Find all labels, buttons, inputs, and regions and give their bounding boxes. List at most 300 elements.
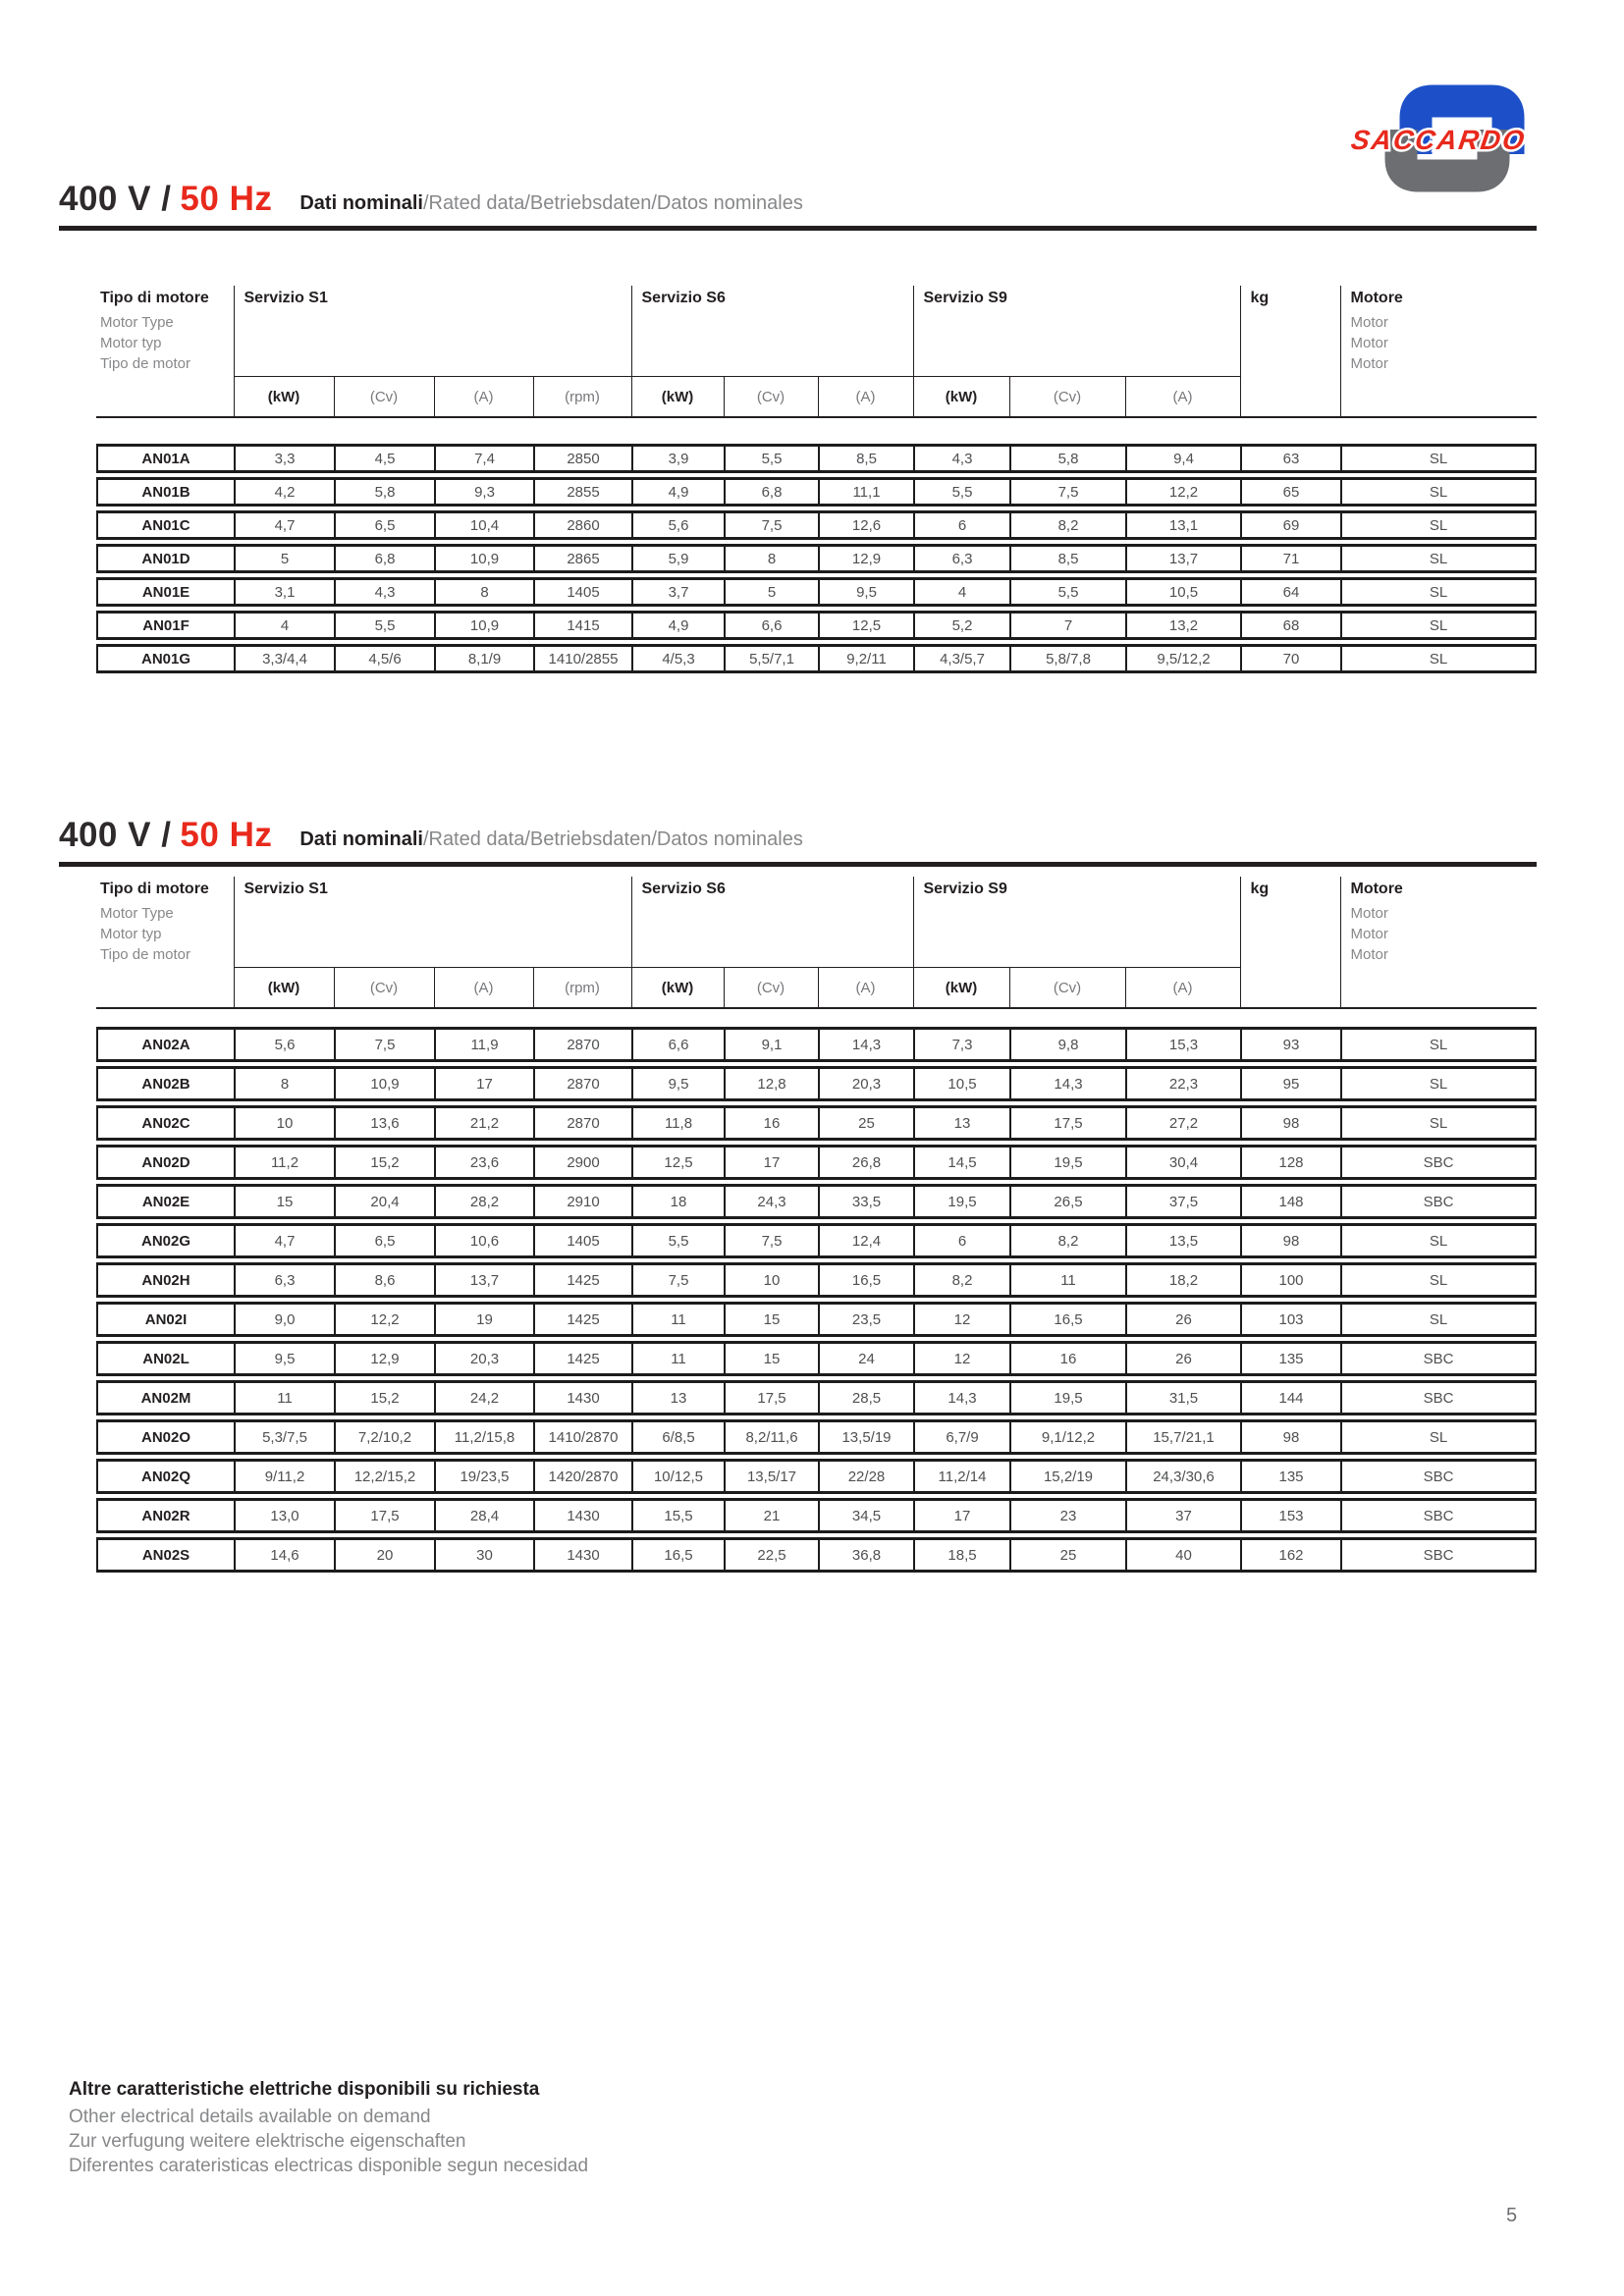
value-cell: 162	[1240, 1537, 1340, 1573]
motore-label-es: Motor	[1350, 946, 1388, 963]
value-cell: 8,2	[1009, 1223, 1125, 1258]
unit-rpm: (rpm)	[533, 968, 631, 1009]
table-row	[96, 1145, 1537, 1180]
value-cell: 19	[434, 1302, 533, 1337]
value-cell: 9,4	[1125, 444, 1240, 473]
value-cell: 9,5	[818, 577, 913, 607]
footer-line-it: Altre caratteristiche elettriche disponibili su richiesta	[69, 2079, 540, 2100]
value-cell: SBC	[1340, 1537, 1537, 1573]
value-cell: 5,6	[234, 1027, 334, 1062]
value-cell: SBC	[1340, 1341, 1537, 1376]
value-cell: SL	[1340, 1302, 1537, 1337]
value-cell: 4/5,3	[631, 644, 724, 673]
unit-rpm: (rpm)	[533, 377, 631, 418]
value-cell: 23,6	[434, 1145, 533, 1180]
value-cell: 10,4	[434, 510, 533, 540]
rated-data-table-1-header	[96, 286, 1537, 418]
motor-type-cell: AN02S	[96, 1537, 234, 1573]
unit-kw: (kW)	[234, 968, 334, 1009]
value-cell: 1430	[533, 1537, 631, 1573]
subtitle-bold: Dati nominali	[299, 192, 423, 214]
value-cell: 16,5	[818, 1262, 913, 1298]
value-cell: 7,5	[334, 1027, 434, 1062]
value-cell: 24,2	[434, 1380, 533, 1415]
value-cell: 17	[434, 1066, 533, 1101]
value-cell: 13,5	[1125, 1223, 1240, 1258]
value-cell: 4,2	[234, 477, 334, 507]
value-cell: SBC	[1340, 1184, 1537, 1219]
value-cell: 4,3	[913, 444, 1009, 473]
table-row	[96, 1537, 1537, 1573]
value-cell: 64	[1240, 577, 1340, 607]
value-cell: 15	[234, 1184, 334, 1219]
motore-label-it: Motore	[1350, 290, 1403, 306]
value-cell: 4	[234, 611, 334, 640]
value-cell: 135	[1240, 1459, 1340, 1494]
table-row	[96, 1341, 1537, 1376]
table-row	[96, 1262, 1537, 1298]
value-cell: SBC	[1340, 1380, 1537, 1415]
rated-data-table-1	[96, 440, 1537, 677]
value-cell: 16	[1009, 1341, 1125, 1376]
value-cell: 1415	[533, 611, 631, 640]
unit-cv: (Cv)	[1009, 968, 1125, 1009]
value-cell: 12,2	[1125, 477, 1240, 507]
value-cell: 15,2/19	[1009, 1459, 1125, 1494]
unit-a: (A)	[1125, 377, 1240, 418]
value-cell: 5,8	[1009, 444, 1125, 473]
value-cell: 24,3/30,6	[1125, 1459, 1240, 1494]
motor-type-cell: AN01C	[96, 510, 234, 540]
value-cell: 12,2	[334, 1302, 434, 1337]
value-cell: SL	[1340, 611, 1537, 640]
motor-type-cell: AN01E	[96, 577, 234, 607]
value-cell: 12,6	[818, 510, 913, 540]
value-cell: 9,1	[724, 1027, 818, 1062]
frequency-label: 50 Hz	[180, 816, 273, 854]
footer-note	[69, 2079, 588, 2178]
rated-data-subtitle	[299, 193, 802, 216]
motore-header	[1340, 286, 1537, 417]
table-row	[96, 1498, 1537, 1533]
rated-data-table-2-header	[96, 877, 1537, 1009]
value-cell: 13	[913, 1105, 1009, 1141]
value-cell: 7	[1009, 611, 1125, 640]
value-cell: 103	[1240, 1302, 1340, 1337]
value-cell: 2870	[533, 1105, 631, 1141]
value-cell: 4,7	[234, 1223, 334, 1258]
table-row	[96, 611, 1537, 640]
value-cell: 1420/2870	[533, 1459, 631, 1494]
value-cell: 23,5	[818, 1302, 913, 1337]
value-cell: 8,6	[334, 1262, 434, 1298]
unit-a: (A)	[1125, 968, 1240, 1009]
value-cell: 5	[724, 577, 818, 607]
value-cell: 5,6	[631, 510, 724, 540]
unit-a: (A)	[434, 968, 533, 1009]
value-cell: 16,5	[631, 1537, 724, 1573]
rated-data-subtitle	[299, 829, 802, 852]
value-cell: 9,1/12,2	[1009, 1419, 1125, 1455]
value-cell: 65	[1240, 477, 1340, 507]
value-cell: 93	[1240, 1027, 1340, 1062]
value-cell: 3,7	[631, 577, 724, 607]
value-cell: 6,3	[234, 1262, 334, 1298]
value-cell: 1430	[533, 1498, 631, 1533]
table-row	[96, 1223, 1537, 1258]
value-cell: SL	[1340, 477, 1537, 507]
value-cell: 15,2	[334, 1145, 434, 1180]
value-cell: 98	[1240, 1419, 1340, 1455]
unit-kw: (kW)	[234, 377, 334, 418]
value-cell: 70	[1240, 644, 1340, 673]
value-cell: 19,5	[913, 1184, 1009, 1219]
value-cell: 20	[334, 1537, 434, 1573]
value-cell: 25	[1009, 1537, 1125, 1573]
section-title-row	[59, 169, 1537, 216]
value-cell: 9,8	[1009, 1027, 1125, 1062]
table-row	[96, 1380, 1537, 1415]
value-cell: 15,2	[334, 1380, 434, 1415]
value-cell: 10,6	[434, 1223, 533, 1258]
motore-label-en: Motor	[1350, 905, 1388, 922]
value-cell: 14,3	[818, 1027, 913, 1062]
table-row	[96, 510, 1537, 540]
value-cell: 8,2/11,6	[724, 1419, 818, 1455]
value-cell: 15,5	[631, 1498, 724, 1533]
value-cell: 14,5	[913, 1145, 1009, 1180]
value-cell: 20,3	[818, 1066, 913, 1101]
value-cell: 1410/2855	[533, 644, 631, 673]
value-cell: 24,3	[724, 1184, 818, 1219]
value-cell: 3,9	[631, 444, 724, 473]
unit-cv: (Cv)	[334, 968, 434, 1009]
table-row	[96, 644, 1537, 673]
value-cell: 12	[913, 1302, 1009, 1337]
value-cell: 12,9	[334, 1341, 434, 1376]
value-cell: 148	[1240, 1184, 1340, 1219]
value-cell: 1430	[533, 1380, 631, 1415]
value-cell: 37	[1125, 1498, 1240, 1533]
value-cell: 14,3	[913, 1380, 1009, 1415]
value-cell: 23	[1009, 1498, 1125, 1533]
value-cell: 12,4	[818, 1223, 913, 1258]
value-cell: 4,7	[234, 510, 334, 540]
motor-type-label-de: Motor typ	[100, 926, 162, 942]
motor-type-cell: AN02Q	[96, 1459, 234, 1494]
value-cell: 13	[631, 1380, 724, 1415]
value-cell: 12,2/15,2	[334, 1459, 434, 1494]
value-cell: 10,9	[334, 1066, 434, 1101]
value-cell: 4,5/6	[334, 644, 434, 673]
value-cell: 1410/2870	[533, 1419, 631, 1455]
value-cell: 22/28	[818, 1459, 913, 1494]
value-cell: 98	[1240, 1223, 1340, 1258]
value-cell: SL	[1340, 644, 1537, 673]
value-cell: 28,5	[818, 1380, 913, 1415]
value-cell: 6,5	[334, 1223, 434, 1258]
motor-type-cell: AN02H	[96, 1262, 234, 1298]
value-cell: 13,6	[334, 1105, 434, 1141]
table-row	[96, 1184, 1537, 1219]
value-cell: SL	[1340, 1419, 1537, 1455]
value-cell: 5,3/7,5	[234, 1419, 334, 1455]
value-cell: 63	[1240, 444, 1340, 473]
value-cell: 10/12,5	[631, 1459, 724, 1494]
value-cell: SL	[1340, 577, 1537, 607]
value-cell: 8,5	[818, 444, 913, 473]
value-cell: 21	[724, 1498, 818, 1533]
value-cell: 30,4	[1125, 1145, 1240, 1180]
value-cell: 5,5	[724, 444, 818, 473]
value-cell: 6,5	[334, 510, 434, 540]
value-cell: 2865	[533, 544, 631, 573]
value-cell: 24	[818, 1341, 913, 1376]
value-cell: 6,7/9	[913, 1419, 1009, 1455]
value-cell: 13,5/19	[818, 1419, 913, 1455]
value-cell: 5,9	[631, 544, 724, 573]
value-cell: 30	[434, 1537, 533, 1573]
value-cell: 13,0	[234, 1498, 334, 1533]
value-cell: 13,5/17	[724, 1459, 818, 1494]
motor-type-label-de: Motor typ	[100, 335, 162, 351]
value-cell: 28,4	[434, 1498, 533, 1533]
value-cell: 7,5	[724, 1223, 818, 1258]
voltage-frequency-title	[59, 818, 272, 852]
value-cell: 5,8/7,8	[1009, 644, 1125, 673]
value-cell: 17,5	[1009, 1105, 1125, 1141]
motor-type-cell: AN01A	[96, 444, 234, 473]
value-cell: 3,1	[234, 577, 334, 607]
value-cell: 10,5	[1125, 577, 1240, 607]
value-cell: 10,9	[434, 611, 533, 640]
value-cell: 17	[724, 1145, 818, 1180]
value-cell: 4,9	[631, 477, 724, 507]
value-cell: 5,5/7,1	[724, 644, 818, 673]
value-cell: 1425	[533, 1302, 631, 1337]
value-cell: 4,3	[334, 577, 434, 607]
section-an01	[59, 169, 1537, 677]
value-cell: 5,5	[334, 611, 434, 640]
value-cell: 9,3	[434, 477, 533, 507]
value-cell: 28,2	[434, 1184, 533, 1219]
value-cell: 8,5	[1009, 544, 1125, 573]
value-cell: 6	[913, 510, 1009, 540]
motore-label-en: Motor	[1350, 314, 1388, 331]
value-cell: 71	[1240, 544, 1340, 573]
table-row	[96, 577, 1537, 607]
value-cell: 20,3	[434, 1341, 533, 1376]
motor-type-cell: AN02G	[96, 1223, 234, 1258]
value-cell: 8	[434, 577, 533, 607]
voltage-label: 400 V /	[59, 816, 172, 854]
value-cell: SBC	[1340, 1145, 1537, 1180]
unit-kw: (kW)	[631, 968, 724, 1009]
unit-kw: (kW)	[631, 377, 724, 418]
motor-type-label-it: Tipo di motore	[100, 881, 209, 897]
value-cell: 10	[724, 1262, 818, 1298]
value-cell: 15	[724, 1341, 818, 1376]
value-cell: 4	[913, 577, 1009, 607]
value-cell: 4,5	[334, 444, 434, 473]
value-cell: 19,5	[1009, 1380, 1125, 1415]
table-row	[96, 544, 1537, 573]
value-cell: SL	[1340, 1027, 1537, 1062]
servizio-s1-header: Servizio S1	[234, 286, 631, 377]
value-cell: 5,5	[913, 477, 1009, 507]
value-cell: 8	[234, 1066, 334, 1101]
value-cell: 11	[1009, 1262, 1125, 1298]
servizio-s6-header: Servizio S6	[631, 286, 913, 377]
value-cell: 7,3	[913, 1027, 1009, 1062]
value-cell: 17	[913, 1498, 1009, 1533]
footer-line-en: Other electrical details available on demand	[69, 2107, 431, 2127]
value-cell: 26,8	[818, 1145, 913, 1180]
value-cell: 5	[234, 544, 334, 573]
value-cell: 18,2	[1125, 1262, 1240, 1298]
value-cell: 6,3	[913, 544, 1009, 573]
value-cell: 11,2/14	[913, 1459, 1009, 1494]
value-cell: 12,9	[818, 544, 913, 573]
value-cell: 8	[724, 544, 818, 573]
value-cell: 13,7	[1125, 544, 1240, 573]
value-cell: SL	[1340, 1223, 1537, 1258]
value-cell: SL	[1340, 444, 1537, 473]
table-row	[96, 1419, 1537, 1455]
rated-data-table-2	[96, 1023, 1537, 1576]
section-an02	[59, 805, 1537, 1576]
subtitle-bold: Dati nominali	[299, 828, 423, 850]
value-cell: 5,5	[631, 1223, 724, 1258]
value-cell: 1405	[533, 577, 631, 607]
motor-type-cell: AN02B	[96, 1066, 234, 1101]
motor-type-header	[96, 286, 234, 417]
divider-rule	[59, 862, 1537, 867]
value-cell: 20,4	[334, 1184, 434, 1219]
kg-header: kg	[1240, 877, 1340, 1008]
motor-type-label-es: Tipo de motor	[100, 946, 190, 963]
value-cell: 36,8	[818, 1537, 913, 1573]
motor-type-label-en: Motor Type	[100, 905, 174, 922]
value-cell: 2870	[533, 1027, 631, 1062]
value-cell: SBC	[1340, 1459, 1537, 1494]
value-cell: 10,9	[434, 544, 533, 573]
value-cell: 13,7	[434, 1262, 533, 1298]
servizio-s1-header: Servizio S1	[234, 877, 631, 968]
value-cell: 8,2	[913, 1262, 1009, 1298]
value-cell: 16	[724, 1105, 818, 1141]
unit-a: (A)	[818, 968, 913, 1009]
value-cell: 1425	[533, 1262, 631, 1298]
voltage-frequency-title	[59, 182, 272, 216]
table-row	[96, 444, 1537, 473]
value-cell: 12,5	[631, 1145, 724, 1180]
value-cell: 11,2/15,8	[434, 1419, 533, 1455]
value-cell: 22,3	[1125, 1066, 1240, 1101]
unit-cv: (Cv)	[724, 968, 818, 1009]
value-cell: 15	[724, 1302, 818, 1337]
value-cell: 19/23,5	[434, 1459, 533, 1494]
value-cell: 2900	[533, 1145, 631, 1180]
value-cell: 9,2/11	[818, 644, 913, 673]
value-cell: 11,2	[234, 1145, 334, 1180]
value-cell: SL	[1340, 1262, 1537, 1298]
value-cell: 15,3	[1125, 1027, 1240, 1062]
frequency-label: 50 Hz	[180, 180, 273, 218]
table-row	[96, 1105, 1537, 1141]
motor-type-cell: AN02C	[96, 1105, 234, 1141]
value-cell: 13,1	[1125, 510, 1240, 540]
value-cell: 7,5	[1009, 477, 1125, 507]
value-cell: 2855	[533, 477, 631, 507]
motore-header	[1340, 877, 1537, 1008]
value-cell: 9,0	[234, 1302, 334, 1337]
value-cell: 16,5	[1009, 1302, 1125, 1337]
footer-line-es: Diferentes carateristicas electricas disponible segun necesidad	[69, 2156, 589, 2177]
value-cell: 100	[1240, 1262, 1340, 1298]
value-cell: 34,5	[818, 1498, 913, 1533]
value-cell: 10,5	[913, 1066, 1009, 1101]
value-cell: SL	[1340, 1066, 1537, 1101]
value-cell: 128	[1240, 1145, 1340, 1180]
table-row	[96, 1459, 1537, 1494]
value-cell: 40	[1125, 1537, 1240, 1573]
value-cell: SBC	[1340, 1498, 1537, 1533]
value-cell: 7,5	[631, 1262, 724, 1298]
servizio-s6-header: Servizio S6	[631, 877, 913, 968]
motore-label-de: Motor	[1350, 926, 1388, 942]
value-cell: 19,5	[1009, 1145, 1125, 1180]
value-cell: 18	[631, 1184, 724, 1219]
value-cell: 13,2	[1125, 611, 1240, 640]
unit-a: (A)	[434, 377, 533, 418]
value-cell: 7,5	[724, 510, 818, 540]
motor-type-cell: AN02L	[96, 1341, 234, 1376]
value-cell: 26,5	[1009, 1184, 1125, 1219]
subtitle-translations: /Rated data/Betriebsdaten/Datos nominales	[422, 828, 803, 850]
value-cell: 12,8	[724, 1066, 818, 1101]
subtitle-translations: /Rated data/Betriebsdaten/Datos nominales	[422, 192, 803, 214]
value-cell: 22,5	[724, 1537, 818, 1573]
motor-type-cell: AN02D	[96, 1145, 234, 1180]
value-cell: 6,6	[724, 611, 818, 640]
value-cell: 25	[818, 1105, 913, 1141]
servizio-s9-header: Servizio S9	[913, 877, 1240, 968]
motor-type-cell: AN02A	[96, 1027, 234, 1062]
value-cell: 98	[1240, 1105, 1340, 1141]
value-cell: 95	[1240, 1066, 1340, 1101]
value-cell: 6,6	[631, 1027, 724, 1062]
motor-type-header	[96, 877, 234, 1008]
value-cell: 21,2	[434, 1105, 533, 1141]
value-cell: 9,5	[234, 1341, 334, 1376]
unit-kw: (kW)	[913, 377, 1009, 418]
value-cell: 11,9	[434, 1027, 533, 1062]
value-cell: SL	[1340, 510, 1537, 540]
footer-line-de: Zur verfugung weitere elektrische eigenschaften	[69, 2131, 466, 2153]
value-cell: 11,1	[818, 477, 913, 507]
value-cell: 6/8,5	[631, 1419, 724, 1455]
value-cell: 8,2	[1009, 510, 1125, 540]
value-cell: 14,6	[234, 1537, 334, 1573]
value-cell: 1405	[533, 1223, 631, 1258]
value-cell: 11	[234, 1380, 334, 1415]
table-row	[96, 1302, 1537, 1337]
value-cell: 31,5	[1125, 1380, 1240, 1415]
value-cell: 27,2	[1125, 1105, 1240, 1141]
unit-cv: (Cv)	[724, 377, 818, 418]
value-cell: 69	[1240, 510, 1340, 540]
